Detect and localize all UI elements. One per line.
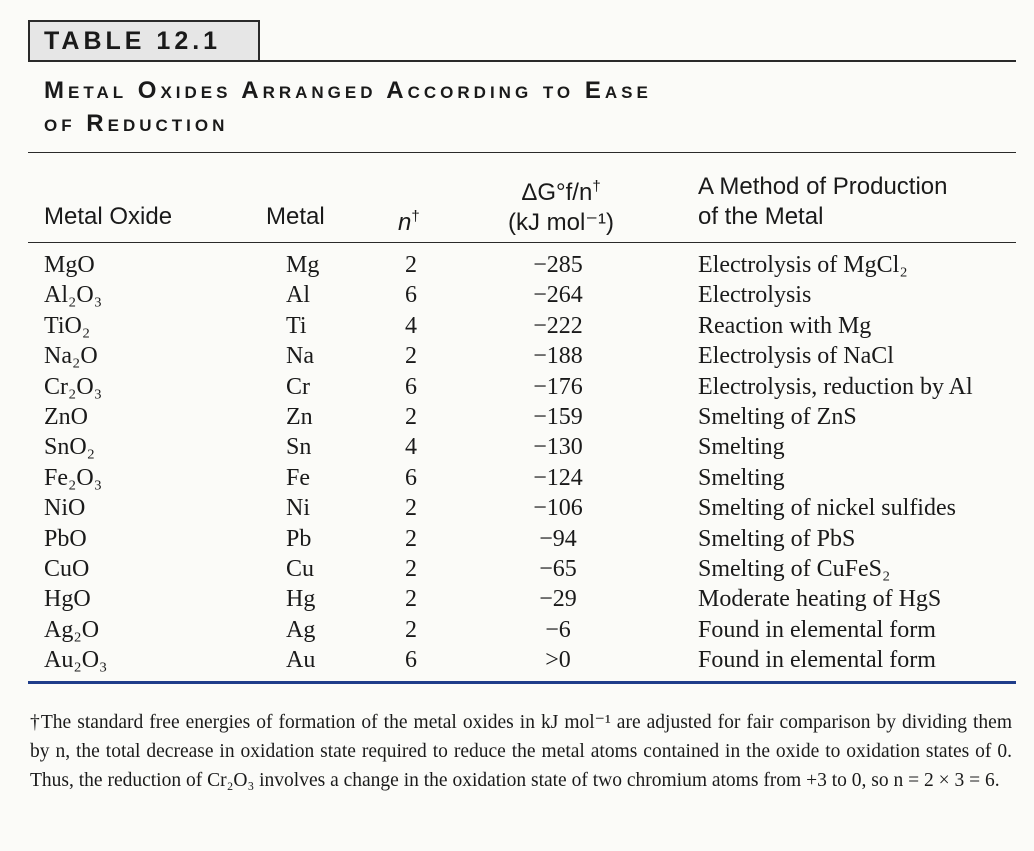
cell-metal: Ni bbox=[286, 495, 310, 522]
top-rule bbox=[28, 60, 1016, 62]
table-row bbox=[0, 280, 1034, 310]
header-delta-g-units: (kJ mol⁻¹) bbox=[508, 209, 614, 236]
cell-method: Smelting bbox=[698, 434, 785, 461]
header-n bbox=[398, 202, 420, 238]
header-method bbox=[698, 172, 948, 232]
header-n-dagger: † bbox=[411, 208, 420, 225]
cell-metal: Au bbox=[286, 647, 316, 674]
cell-metal-oxide: HgO bbox=[44, 586, 91, 613]
table-row bbox=[0, 524, 1034, 554]
cell-delta-g: −65 bbox=[539, 555, 577, 582]
cell-delta-g: −159 bbox=[533, 403, 583, 430]
cell-n: 2 bbox=[405, 555, 417, 582]
table-row bbox=[0, 645, 1034, 675]
header-rule bbox=[28, 242, 1016, 243]
cell-n: 2 bbox=[405, 252, 417, 278]
cell-delta-g: −130 bbox=[533, 434, 583, 461]
table-row bbox=[0, 493, 1034, 523]
cell-metal: Ti bbox=[286, 312, 307, 339]
cell-metal: Fe bbox=[286, 464, 310, 491]
cell-metal-oxide: Na₂O bbox=[44, 343, 98, 370]
cell-method: Smelting of PbS bbox=[698, 525, 856, 552]
cell-delta-g: −176 bbox=[533, 373, 583, 400]
cell-method: Electrolysis, reduction by Al bbox=[698, 373, 973, 400]
table-row bbox=[0, 615, 1034, 645]
cell-metal: Cu bbox=[286, 555, 315, 582]
table-row bbox=[0, 402, 1034, 432]
cell-n: 2 bbox=[405, 343, 417, 370]
cell-metal: Hg bbox=[286, 586, 316, 613]
cell-method: Reaction with Mg bbox=[698, 312, 872, 339]
table-row bbox=[0, 372, 1034, 402]
cell-method: Moderate heating of HgS bbox=[698, 586, 942, 613]
header-method-line1: A Method of Production bbox=[698, 173, 948, 200]
title-line-2: of Reduction bbox=[44, 110, 229, 137]
header-n-text: n bbox=[398, 209, 412, 236]
cell-metal-oxide: NiO bbox=[44, 495, 86, 522]
table-row bbox=[0, 554, 1034, 584]
header-delta-g-symbol: ΔG°f/n bbox=[521, 179, 593, 206]
footnote: †The standard free energies of formation of the metal oxides in kJ mol⁻¹ are adjusted for fair comparison by dividing them by n, the total decrease in oxidation state required to reduce the metal atoms contained in the oxide to oxidation states of 0. Thus, the reduction of Cr₂O₃ involves a change in the oxidation state of two chromium atoms from +3 to 0, so n = 2 × 3 = 6. bbox=[30, 712, 1012, 791]
cell-delta-g: −124 bbox=[533, 464, 583, 491]
table-row bbox=[0, 584, 1034, 614]
cell-metal: Al bbox=[286, 282, 310, 309]
table-label: TABLE 12.1 bbox=[28, 20, 260, 60]
header-metal-oxide: Metal Oxide bbox=[44, 203, 173, 230]
cell-n: 6 bbox=[405, 464, 417, 491]
cell-metal: Zn bbox=[286, 403, 313, 430]
cell-n: 2 bbox=[405, 616, 417, 643]
cell-method: Smelting of CuFeS₂ bbox=[698, 555, 891, 582]
cell-n: 4 bbox=[405, 434, 417, 461]
header-delta-g-dagger: † bbox=[592, 178, 601, 195]
cell-delta-g: −188 bbox=[533, 343, 583, 370]
cell-metal-oxide: Ag₂O bbox=[44, 616, 100, 643]
header-delta-g-line1 bbox=[496, 172, 626, 208]
cell-n: 6 bbox=[405, 282, 417, 309]
cell-metal: Cr bbox=[286, 373, 310, 400]
table-body bbox=[0, 250, 1034, 675]
cell-metal-oxide: ZnO bbox=[44, 403, 88, 430]
cell-metal-oxide: CuO bbox=[44, 555, 90, 582]
cell-metal-oxide: MgO bbox=[44, 252, 95, 278]
cell-delta-g: >0 bbox=[545, 647, 571, 674]
table-row bbox=[0, 311, 1034, 341]
cell-metal-oxide: TiO₂ bbox=[44, 312, 91, 339]
cell-delta-g: −29 bbox=[539, 586, 577, 613]
table-row bbox=[0, 432, 1034, 462]
cell-method: Found in elemental form bbox=[698, 616, 936, 643]
cell-n: 6 bbox=[405, 373, 417, 400]
table-header bbox=[0, 168, 1034, 240]
title-rule bbox=[28, 152, 1016, 153]
table-bottom-rule bbox=[28, 681, 1016, 684]
table-row bbox=[0, 341, 1034, 371]
cell-delta-g: −222 bbox=[533, 312, 583, 339]
cell-delta-g: −285 bbox=[533, 252, 583, 278]
cell-metal-oxide: Fe₂O₃ bbox=[44, 464, 103, 491]
cell-n: 2 bbox=[405, 495, 417, 522]
cell-method: Found in elemental form bbox=[698, 647, 936, 674]
table-row bbox=[0, 463, 1034, 493]
cell-n: 2 bbox=[405, 403, 417, 430]
cell-metal: Sn bbox=[286, 434, 312, 461]
cell-n: 6 bbox=[405, 647, 417, 674]
cell-method: Smelting bbox=[698, 464, 785, 491]
cell-metal-oxide: PbO bbox=[44, 525, 87, 552]
cell-delta-g: −264 bbox=[533, 282, 583, 309]
header-metal: Metal bbox=[266, 203, 325, 230]
header-delta-g bbox=[496, 172, 626, 238]
cell-n: 2 bbox=[405, 586, 417, 613]
cell-n: 4 bbox=[405, 312, 417, 339]
table-row bbox=[0, 250, 1034, 280]
cell-delta-g: −6 bbox=[545, 616, 571, 643]
cell-metal: Mg bbox=[286, 252, 320, 278]
cell-method: Smelting of ZnS bbox=[698, 403, 857, 430]
table-title bbox=[44, 74, 1004, 140]
cell-delta-g: −94 bbox=[539, 525, 577, 552]
cell-metal-oxide: SnO₂ bbox=[44, 434, 96, 461]
cell-metal-oxide: Cr₂O₃ bbox=[44, 373, 103, 400]
cell-n: 2 bbox=[405, 525, 417, 552]
cell-metal: Pb bbox=[286, 525, 312, 552]
cell-delta-g: −106 bbox=[533, 495, 583, 522]
cell-metal-oxide: Al₂O₃ bbox=[44, 282, 103, 309]
cell-method: Electrolysis bbox=[698, 282, 812, 309]
title-line-1: Metal Oxides Arranged According to Ease bbox=[44, 77, 652, 104]
cell-method: Electrolysis of MgCl₂ bbox=[698, 252, 908, 278]
cell-metal: Na bbox=[286, 343, 314, 370]
cell-metal-oxide: Au₂O₃ bbox=[44, 647, 108, 674]
cell-method: Smelting of nickel sulfides bbox=[698, 495, 956, 522]
header-method-line2: of the Metal bbox=[698, 203, 824, 230]
cell-metal: Ag bbox=[286, 616, 316, 643]
cell-method: Electrolysis of NaCl bbox=[698, 343, 894, 370]
